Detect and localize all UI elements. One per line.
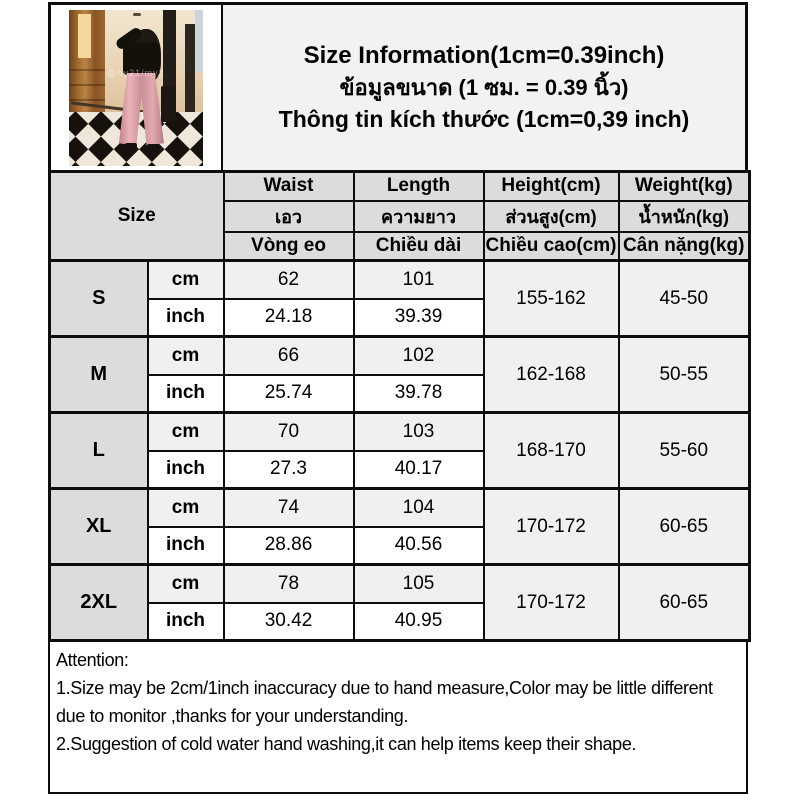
photo-dark-door xyxy=(185,24,195,112)
height-s: 155-162 xyxy=(484,261,619,337)
unit-inch-label: inch xyxy=(148,451,224,489)
waist-cm-2xl: 78 xyxy=(224,565,354,603)
col-header-waist-en: Waist xyxy=(224,172,354,201)
unit-inch-label: inch xyxy=(148,375,224,413)
title-block xyxy=(223,5,745,170)
model-shoe xyxy=(147,144,159,151)
height-2xl: 170-172 xyxy=(484,565,619,641)
size-cell-m: M xyxy=(50,337,148,413)
col-header-weight-th: น้ำหนัก(kg) xyxy=(619,201,750,232)
photo-watermark: @hy21/my2 xyxy=(107,67,165,78)
size-cell-s: S xyxy=(50,261,148,337)
length-cm-s: 101 xyxy=(354,261,484,299)
weight-s: 45-50 xyxy=(619,261,750,337)
attention-note xyxy=(48,642,748,794)
size-cell-l: L xyxy=(50,413,148,489)
product-photo-cell xyxy=(51,5,223,170)
unit-cm-label: cm xyxy=(148,337,224,375)
height-l: 168-170 xyxy=(484,413,619,489)
length-inch-2xl: 40.95 xyxy=(354,603,484,641)
top-section xyxy=(48,2,748,170)
weight-2xl: 60-65 xyxy=(619,565,750,641)
col-header-height-th: ส่วนสูง(cm) xyxy=(484,201,619,232)
length-cm-l: 103 xyxy=(354,413,484,451)
unit-cm-label: cm xyxy=(148,565,224,603)
length-cm-m: 102 xyxy=(354,337,484,375)
col-header-waist-th: เอว xyxy=(224,201,354,232)
col-header-length-en: Length xyxy=(354,172,484,201)
unit-cm-label: cm xyxy=(148,413,224,451)
col-header-weight-en: Weight(kg) xyxy=(619,172,750,201)
waist-cm-l: 70 xyxy=(224,413,354,451)
attention-heading: Attention: xyxy=(56,650,129,670)
waist-inch-l: 27.3 xyxy=(224,451,354,489)
title-english: Size Information(1cm=0.39inch) xyxy=(303,42,665,69)
photo-lit-doorway xyxy=(78,14,91,58)
length-inch-l: 40.17 xyxy=(354,451,484,489)
waist-inch-xl: 28.86 xyxy=(224,527,354,565)
title-vietnamese: Thông tin kích thước (1cm=0,39 inch) xyxy=(278,106,690,132)
size-chart-sheet xyxy=(48,2,748,794)
length-inch-m: 39.78 xyxy=(354,375,484,413)
waist-inch-m: 25.74 xyxy=(224,375,354,413)
weight-xl: 60-65 xyxy=(619,489,750,565)
col-header-length-vi: Chiều dài xyxy=(354,232,484,261)
unit-inch-label: inch xyxy=(148,527,224,565)
waist-cm-s: 62 xyxy=(224,261,354,299)
size-header-cell: Size xyxy=(50,172,224,261)
col-header-waist-vi: Vòng eo xyxy=(224,232,354,261)
col-header-height-vi: Chiều cao(cm) xyxy=(484,232,619,261)
waist-inch-2xl: 30.42 xyxy=(224,603,354,641)
photo-bag xyxy=(161,86,176,122)
height-xl: 170-172 xyxy=(484,489,619,565)
size-cell-xl: XL xyxy=(50,489,148,565)
model-shoe xyxy=(125,143,137,150)
col-header-weight-vi: Cân nặng(kg) xyxy=(619,232,750,261)
unit-cm-label: cm xyxy=(148,489,224,527)
length-inch-s: 39.39 xyxy=(354,299,484,337)
length-cm-xl: 104 xyxy=(354,489,484,527)
length-inch-xl: 40.56 xyxy=(354,527,484,565)
photo-light-door xyxy=(195,10,203,72)
unit-cm-label: cm xyxy=(148,261,224,299)
waist-cm-xl: 74 xyxy=(224,489,354,527)
length-cm-2xl: 105 xyxy=(354,565,484,603)
size-cell-2xl: 2XL xyxy=(50,565,148,641)
model-photo xyxy=(69,10,203,166)
weight-m: 50-55 xyxy=(619,337,750,413)
col-header-height-en: Height(cm) xyxy=(484,172,619,201)
unit-inch-label: inch xyxy=(148,603,224,641)
size-table xyxy=(48,170,751,642)
title-thai: ข้อมูลขนาด (1 ซม. = 0.39 นิ้ว) xyxy=(339,75,629,100)
unit-inch-label: inch xyxy=(148,299,224,337)
attention-line-2: 2.Suggestion of cold water hand washing,it can help items keep their shape. xyxy=(56,734,637,754)
photo-ceiling-light xyxy=(133,13,141,16)
waist-inch-s: 24.18 xyxy=(224,299,354,337)
height-m: 162-168 xyxy=(484,337,619,413)
waist-cm-m: 66 xyxy=(224,337,354,375)
col-header-length-th: ความยาว xyxy=(354,201,484,232)
weight-l: 55-60 xyxy=(619,413,750,489)
attention-line-1: 1.Size may be 2cm/1inch inaccuracy due to hand measure,Color may be little different due to monitor ,thanks for your understanding. xyxy=(56,678,713,726)
